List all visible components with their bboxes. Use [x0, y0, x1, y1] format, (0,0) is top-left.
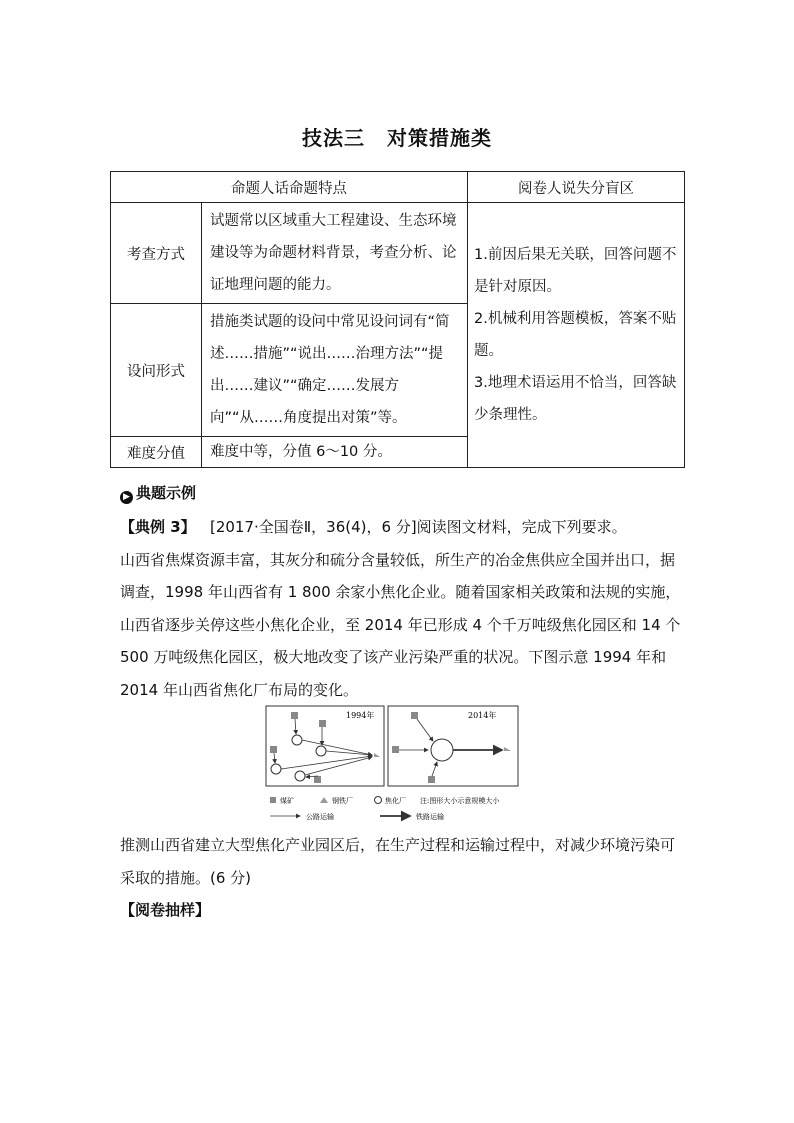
error-item: 2.机械利用答题模板，答案不贴题。 [474, 311, 677, 359]
legend-coking: 焦化厂 [385, 797, 406, 805]
table-header-right: 阅卷人说失分盲区 [468, 172, 685, 203]
coal-mine-icon [314, 776, 321, 783]
row-label-difficulty: 难度分值 [111, 437, 202, 468]
error-item: 1.前因后果无关联，回答问题不是针对原因。 [474, 247, 677, 295]
coking-layout-diagram [264, 704, 524, 822]
panel-2014-year: 2014年 [468, 711, 497, 720]
steel-plant-icon [504, 747, 511, 751]
sampling-label: 【阅卷抽样】 [120, 901, 211, 919]
coking-plant-icon [295, 771, 305, 781]
row-label-exam-method: 考查方式 [111, 203, 202, 304]
legend-road: 公路运输 [306, 813, 334, 821]
example-label: 【典例 3】 [120, 518, 196, 536]
row-label-question-form: 设问形式 [111, 304, 202, 437]
legend-coal-icon [270, 797, 276, 803]
coking-plant-icon [292, 735, 302, 745]
coal-mine-icon [428, 776, 435, 783]
example-intro [120, 511, 682, 544]
arrow-circle-icon: ▶ [120, 491, 133, 504]
question-text: 推测山西省建立大型焦化产业园区后，在生产过程和运输过程中，对减少环境污染可采取的措施。(6 分) [120, 836, 676, 887]
legend-steel-icon [320, 797, 328, 803]
question-block [120, 829, 682, 927]
page-title: 技法三 对策措施类 [302, 126, 492, 150]
row-text-question-form: 措施类试题的设问中常见设问词有“简述……措施”“说出……治理方法”“提出……建议”“确定……发展方向”“从……角度提出对策”等。 [202, 304, 468, 437]
coal-mine-icon [392, 746, 399, 753]
panel-1994-year: 1994年 [346, 711, 375, 720]
steel-plant-icon [374, 753, 380, 757]
row-text-difficulty: 难度中等，分值 6～10 分。 [202, 437, 468, 468]
coal-mine-icon [291, 712, 298, 719]
error-areas-cell [468, 203, 685, 468]
coking-plant-icon [316, 746, 326, 756]
coal-mine-icon [270, 746, 277, 753]
coal-mine-icon [411, 712, 418, 719]
table-header-left: 命题人话命题特点 [111, 172, 468, 203]
legend-coal: 煤矿 [280, 797, 294, 805]
coking-plant-icon [431, 739, 453, 761]
legend-steel: 钢铁厂 [332, 797, 353, 805]
example-material: 山西省焦煤资源丰富，其灰分和硫分含量较低，所生产的冶金焦供应全国并出口，据调查，1998 年山西省有 1 800 余家小焦化企业。随着国家相关政策和法规的实施，山西省逐步关停这些小焦化企业，至 2014 年已形成 4 个千万吨级焦化园区和 14 个 500 万吨级焦化园区，极大地改变了该产业污染严重的状况。下图示意 1994 年和 2014 年山西省焦化厂布局的变化。 [120, 550, 681, 699]
panel-2014 [388, 706, 518, 786]
legend-coking-icon [375, 797, 382, 804]
coking-plant-icon [271, 764, 281, 774]
example-block [120, 511, 682, 706]
legend-note: 注:图形大小示意规模大小 [420, 797, 500, 805]
legend-rail: 铁路运输 [416, 813, 444, 821]
coal-mine-icon [319, 720, 326, 727]
example-source: [2017·全国卷Ⅱ，36(4)，6 分]阅读图文材料，完成下列要求。 [209, 518, 627, 536]
section-heading: ▶ 典题示例 [120, 482, 196, 504]
row-text-exam-method: 试题常以区域重大工程建设、生态环境建设等为命题材料背景，考查分析、论证地理问题的能力。 [202, 203, 468, 304]
error-item: 3.地理术语运用不恰当，回答缺少条理性。 [474, 375, 677, 423]
method-table [110, 171, 685, 468]
